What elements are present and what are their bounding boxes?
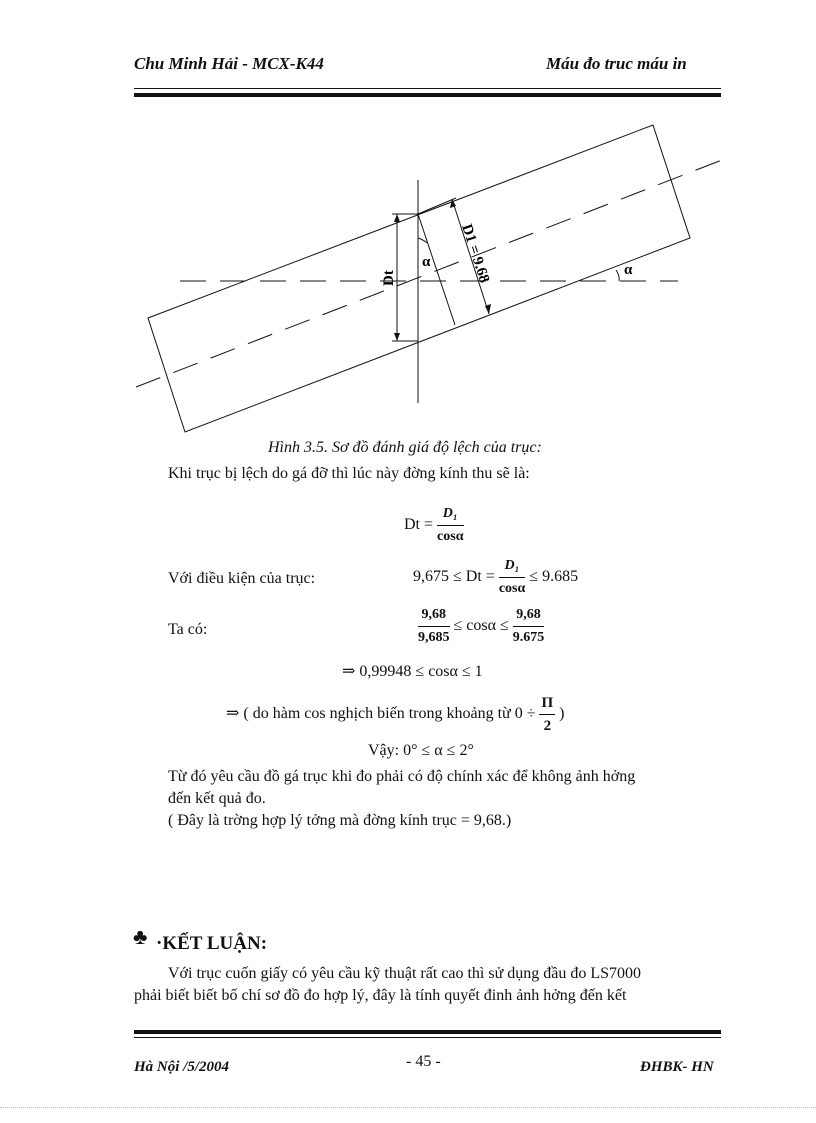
- header-right: Máu đo truc máu in: [546, 54, 687, 73]
- footer-left: Hà Nội /5/2004: [134, 1059, 230, 1075]
- club-bullet-icon: ♣: [133, 924, 148, 949]
- conclusion-line-1: Với trục cuốn giấy có yêu cầu kỹ thuật rất cao thì sử dụng đầu đo LS7000: [168, 965, 642, 982]
- alpha-angle-arc: [616, 270, 619, 281]
- paragraph-2: ( Đây là trờng hợp lý tởng mà đờng kính trục = 9,68.): [168, 812, 512, 829]
- condition-label: Với điều kiện của trục:: [168, 570, 316, 587]
- conclusion-title: ·KẾT LUẬN:: [156, 933, 268, 954]
- equation-condition: 9,675 ≤ Dt = $\frac{\text{D₁}}{\cos\alpha}$ ≤ 9.685: [413, 558, 579, 596]
- alpha-label-right: α: [624, 262, 633, 278]
- equation-cos-bounds: $\frac{9,68}{9,685}$ ≤ cosα ≤ $\frac{9,68}{9.675}$: [418, 607, 545, 645]
- paragraph-1-line-2: đến kết quả đo.: [168, 790, 266, 807]
- dt-label: Dt: [381, 270, 397, 286]
- figure-caption: Hình 3.5. Sơ đồ đánh giá độ lệch của trục:: [268, 439, 542, 456]
- footer-rule-thin: [134, 1037, 721, 1038]
- equation-monotonic: ⇒ ( do hàm cos nghịch biến trong khoảng từ 0 ÷ $\frac{\Pi}{2}$ ): [226, 695, 565, 734]
- equation-cos-range: ⇒ 0,99948 ≤ cosα ≤ 1: [342, 663, 483, 680]
- equation-dt: Dt = $\frac{\text{D₁}}{\cos\alpha}$: [404, 506, 464, 544]
- shaft-outline: [148, 125, 690, 432]
- page-number: - 45 -: [406, 1053, 441, 1070]
- shaft-centerline: [136, 160, 722, 387]
- taco-label: Ta có:: [168, 621, 208, 638]
- intro-text: Khi trục bị lệch do gá đỡ thì lúc này đờng kính thu sẽ là:: [168, 465, 530, 482]
- d1-label: D1 = 9.68: [458, 222, 493, 285]
- equation-alpha-range: Vậy: 0° ≤ α ≤ 2°: [368, 742, 474, 759]
- paragraph-1-line-1: Từ đó yêu cầu đồ gá trục khi đo phải có độ chính xác để không ảnh hởng: [168, 768, 636, 785]
- footer-rule-thick: [134, 1030, 721, 1034]
- conclusion-line-2: phải biết biết bố chí sơ đồ đo hợp lý, đây là tính quyết đinh ảnh hởng đến kết: [134, 987, 627, 1004]
- header-left: Chu Minh Hải - MCX-K44: [134, 54, 324, 73]
- alpha-label: α: [422, 254, 431, 270]
- footer-right: ĐHBK- HN: [640, 1059, 714, 1075]
- shaft-deviation-diagram: [0, 0, 816, 440]
- page-bottom-dotted-line: [0, 1107, 816, 1108]
